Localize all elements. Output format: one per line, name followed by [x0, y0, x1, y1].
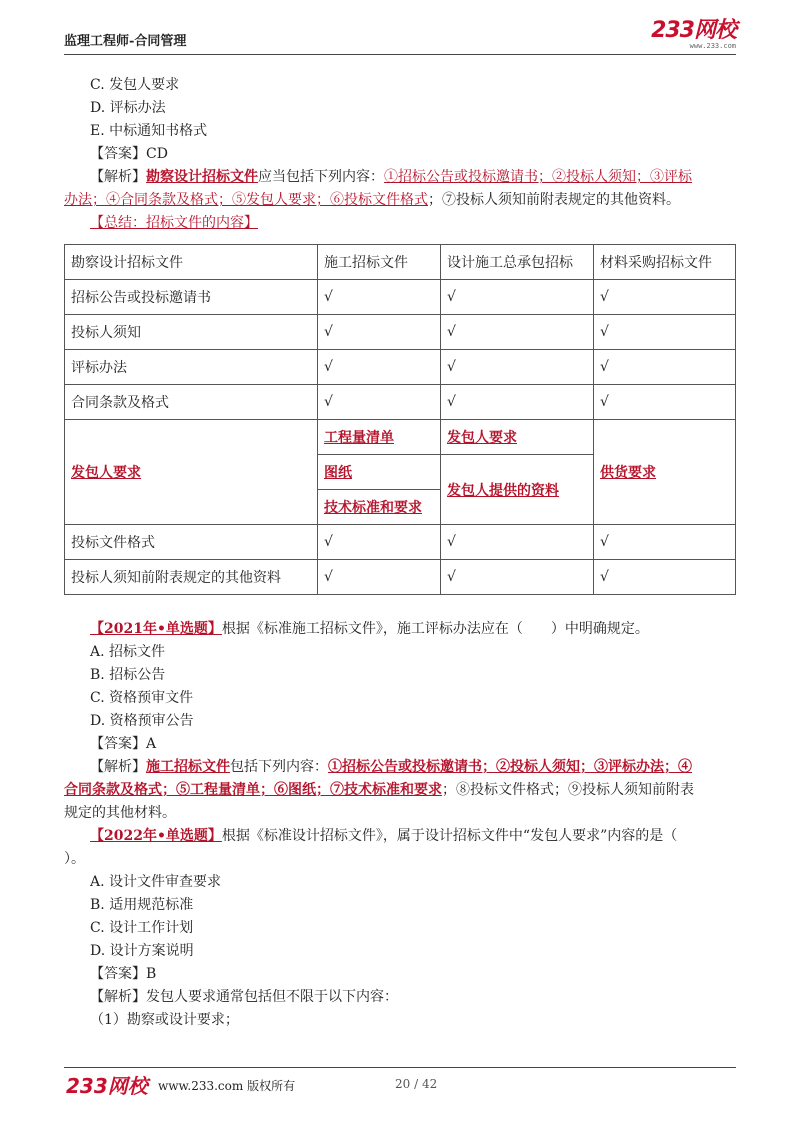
table-header-cell: 施工招标文件 — [318, 245, 441, 280]
footer-logo: 233网校 — [66, 1074, 148, 1098]
q2-option-c: C. 资格预审文件 — [90, 690, 194, 706]
check-mark: √ — [441, 385, 594, 420]
q3-stem-line-1 — [90, 825, 677, 847]
check-mark: √ — [318, 525, 441, 560]
check-mark: √ — [594, 560, 736, 595]
material-item: 供货要求 — [594, 420, 736, 525]
logo-sub: www.233.com — [689, 42, 736, 50]
check-mark: √ — [318, 385, 441, 420]
q2-option-d: D. 资格预审公告 — [90, 713, 194, 729]
check-mark: √ — [441, 560, 594, 595]
q3-answer-line — [90, 963, 156, 985]
analysis-label: 【解析】 — [90, 759, 146, 775]
answer-value: CD — [146, 146, 168, 162]
logo-main: 233网校 — [651, 18, 736, 43]
row-label: 投标人须知 — [65, 315, 318, 350]
q2-option-b: B. 招标公告 — [90, 667, 166, 683]
table-row — [65, 560, 736, 595]
summary-title: 【总结：招标文件的内容】 — [90, 215, 258, 231]
analysis-tail: ；⑧投标文件格式；⑨投标人须知前附表 — [442, 782, 694, 798]
q3-item-1: （1）勘察或设计要求； — [90, 1012, 239, 1028]
check-mark: √ — [441, 280, 594, 315]
table-row — [65, 350, 736, 385]
employer-requirement-label: 发包人要求 — [65, 420, 318, 525]
q3-analysis-line — [90, 986, 398, 1008]
header-rule — [64, 54, 736, 55]
analysis-label: 【解析】 — [90, 989, 146, 1005]
table-header-cell: 材料采购招标文件 — [594, 245, 736, 280]
q2-analysis-line-3: 规定的其他材料。 — [64, 805, 176, 821]
epc-item: 发包人提供的资料 — [441, 455, 594, 525]
analysis-label: 【解析】 — [90, 169, 146, 185]
page-header-title: 监理工程师-合同管理 — [64, 34, 187, 49]
analysis-subject: 勘察设计招标文件 — [146, 169, 258, 185]
option-d: D. 评标办法 — [90, 100, 166, 116]
row-label: 招标公告或投标邀请书 — [65, 280, 318, 315]
answer-line — [90, 143, 168, 165]
analysis-subject: 施工招标文件 — [146, 759, 230, 775]
analysis-items-1: ①招标公告或投标邀请书；②投标人须知；③评标 — [384, 169, 692, 185]
analysis-items-2: 办法；④合同条款及格式；⑤发包人要求；⑥投标文件格式 — [64, 192, 428, 208]
q3-stem-text: 根据《标准设计招标文件》，属于设计招标文件中“发包人要求”内容的是（ — [221, 828, 678, 844]
row-label: 投标文件格式 — [65, 525, 318, 560]
page-number: 20 / 42 — [395, 1077, 438, 1091]
analysis-mid: 应当包括下列内容： — [258, 169, 384, 185]
table-row — [65, 525, 736, 560]
option-c: C. 发包人要求 — [90, 77, 180, 93]
table-header-row — [65, 245, 736, 280]
answer-label: 【答案】 — [90, 736, 146, 752]
answer-value: A — [146, 736, 157, 752]
footer-site: www.233.com 版权所有 — [158, 1079, 296, 1093]
check-mark: √ — [594, 280, 736, 315]
construction-item: 图纸 — [318, 455, 441, 490]
analysis-text: 发包人要求通常包括但不限于以下内容： — [146, 989, 398, 1005]
analysis-mid: 包括下列内容： — [230, 759, 328, 775]
q2-stem-text: 根据《标准施工招标文件》，施工评标办法应在（ ）中明确规定。 — [221, 621, 649, 637]
q2-analysis-line-2 — [64, 779, 694, 801]
q2-option-a: A. 招标文件 — [90, 644, 166, 660]
q3-tag: 【2022年•单选题】 — [90, 828, 222, 844]
footer-rule — [64, 1067, 736, 1068]
check-mark: √ — [594, 315, 736, 350]
row-label: 合同条款及格式 — [65, 385, 318, 420]
check-mark: √ — [594, 525, 736, 560]
check-mark: √ — [441, 350, 594, 385]
analysis-items-1: ①招标公告或投标邀请书；②投标人须知；③评标办法；④ — [328, 759, 692, 775]
epc-item: 发包人要求 — [441, 420, 594, 455]
q3-stem-line-2: ）。 — [64, 851, 85, 867]
analysis-tail: ；⑦投标人须知前附表规定的其他资料。 — [428, 192, 680, 208]
check-mark: √ — [318, 280, 441, 315]
q2-answer-line — [90, 733, 156, 755]
option-e: E. 中标通知书格式 — [90, 123, 208, 139]
table-row — [65, 280, 736, 315]
table-header-cell: 勘察设计招标文件 — [65, 245, 318, 280]
check-mark: √ — [318, 350, 441, 385]
table-header-cell: 设计施工总承包招标 — [441, 245, 594, 280]
check-mark: √ — [441, 525, 594, 560]
q2-tag: 【2021年•单选题】 — [90, 621, 222, 637]
table-row — [65, 315, 736, 350]
analysis-line-2 — [64, 189, 680, 211]
check-mark: √ — [318, 315, 441, 350]
analysis-line-1 — [90, 166, 692, 188]
row-label: 投标人须知前附表规定的其他资料 — [65, 560, 318, 595]
table-row — [65, 385, 736, 420]
analysis-items-2: 合同条款及格式；⑤工程量清单；⑥图纸；⑦技术标准和要求 — [64, 782, 442, 798]
q3-option-d: D. 设计方案说明 — [90, 943, 194, 959]
table-row — [65, 420, 736, 455]
check-mark: √ — [594, 350, 736, 385]
row-label: 评标办法 — [65, 350, 318, 385]
q3-option-a: A. 设计文件审查要求 — [90, 874, 222, 890]
q2-analysis-line-1 — [90, 756, 692, 778]
summary-table — [64, 244, 736, 595]
q3-option-b: B. 适用规范标准 — [90, 897, 194, 913]
answer-label: 【答案】 — [90, 966, 146, 982]
answer-value: B — [146, 966, 157, 982]
logo — [651, 20, 736, 50]
check-mark: √ — [441, 315, 594, 350]
answer-label: 【答案】 — [90, 146, 146, 162]
check-mark: √ — [318, 560, 441, 595]
construction-item: 技术标准和要求 — [318, 490, 441, 525]
q2-stem — [90, 618, 649, 640]
check-mark: √ — [594, 385, 736, 420]
q3-option-c: C. 设计工作计划 — [90, 920, 194, 936]
construction-item: 工程量清单 — [318, 420, 441, 455]
